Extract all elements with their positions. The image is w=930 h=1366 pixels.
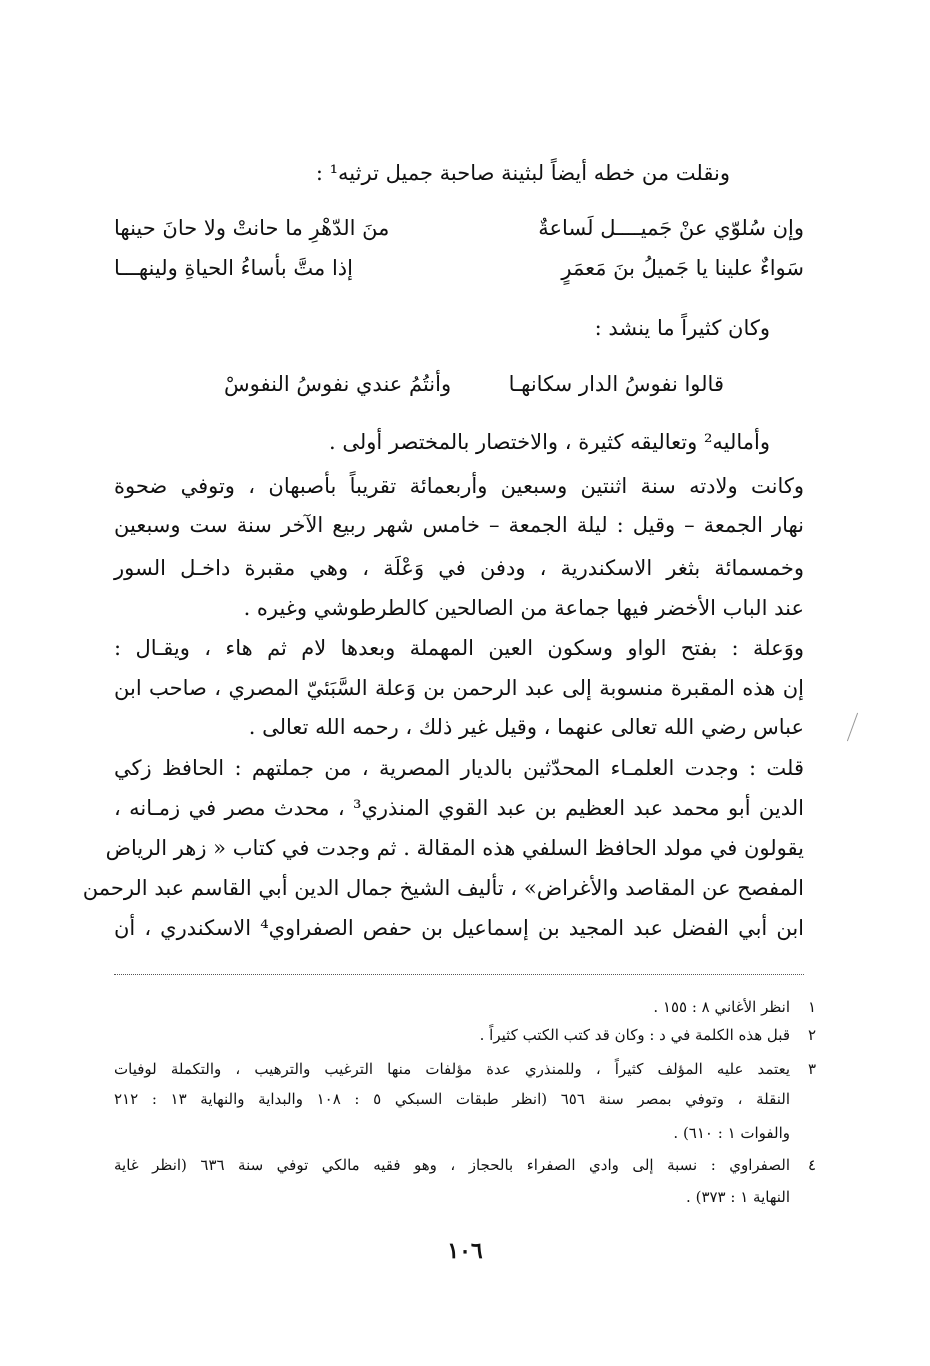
footnote-separator xyxy=(114,974,804,975)
body-line: ووَعلة : بفتح الواو وسكون العين المهملة وبعدها لام ثم هاء ، ويقـال : xyxy=(114,636,804,660)
body-line: يقولون في مولد الحافظ السلفي هذه المقالة . ثم وجدت في كتاب « زهر الرياض xyxy=(105,836,804,860)
body-line: الدين أبو محمد عبد العظيم بن عبد القوي المنذري³ ، محدث مصر في زمـانه ، xyxy=(114,796,804,820)
body-line: إن هذه المقبرة منسوبة إلى عبد الرحمن بن وَعلة السَّبَئيّ المصري ، صاحب ابن xyxy=(114,676,804,700)
footnote-number: ٤ xyxy=(807,1156,816,1174)
footnote-3-line-2: النقلة ، وتوفي بمصر سنة ٦٥٦ (انظر طبقات السبكي ٥ : ١٠٨ والبداية والنهاية ١٣ : ٢١٢ xyxy=(114,1090,790,1108)
intro-line: ونقلت من خطه أيضاً لبثينة صاحبة جميل ترثيه¹ : xyxy=(315,161,730,185)
footnote-2 xyxy=(114,1024,816,1046)
body-line: نهار الجمعة – وقيل : ليلة الجمعة – خامس شهر ربيع الآخر سنة ست وسبعين xyxy=(114,513,804,537)
body-line: قلت : وجدت العلمـاء المحدّثين بالديار المصرية ، من جملتهم : الحافظ زكي xyxy=(114,756,804,780)
footnote-text: قبل هذه الكلمة في د : وكان قد كتب الكتب كثيراً . xyxy=(479,1026,790,1044)
footnote-text: الصفراوي : نسبة إلى وادي الصفراء بالحجاز ، وهو فقيه مالكي توفي سنة ٦٣٦ (انظر غاية xyxy=(114,1156,790,1174)
body-line: وكانت ولادته سنة اثنتين وسبعين وأربعمائة تقريباً بأصبهان ، وتوفي ضحوة xyxy=(114,474,804,498)
verse-2-right-hemistich: سَواءٌ علينا يا جَميلُ بنَ مَعمَرٍ xyxy=(561,256,804,280)
footnote-number: ٣ xyxy=(807,1060,816,1078)
intro2-line: وكان كثيراً ما ينشد : xyxy=(594,316,770,340)
footnote-number: ٢ xyxy=(807,1026,816,1044)
footnote-text: انظر الأغاني ٨ : ١٥٥ . xyxy=(653,998,790,1016)
body-line: عند الباب الأخضر فيها جماعة من الصالحين كالطرطوشي وغيره . xyxy=(243,596,804,620)
verse-2-left-hemistich: إذا متَّ بأساءُ الحياةِ ولينهـــا xyxy=(114,256,353,280)
body-line: ابن أبي الفضل عبد المجيد بن إسماعيل بن حفص الصفراوي⁴ الاسكندري ، أن xyxy=(114,916,804,940)
verse-1-right-hemistich: وإن سُلوّي عنْ جَميــــل لَساعةٌ xyxy=(538,216,804,240)
body-line: المفصح عن المقاصد والأغراض» ، تأليف الشيخ جمال الدين أبي القاسم عبد الرحمن xyxy=(82,876,804,900)
footnote-number: ١ xyxy=(807,998,816,1016)
body-line: وأماليه² وتعاليقه كثيرة ، والاختصار بالمختصر أولى . xyxy=(329,430,770,454)
verse-3-right-hemistich: قالوا نفوسُ الدار سكانهـا xyxy=(508,372,724,396)
footnote-3-line-3: والفوات ١ : ٦١٠) . xyxy=(673,1124,790,1142)
footnote-text: يعتمد عليه المؤلف كثيراً ، وللمنذري عدة مؤلفات منها الترغيب والترهيب ، والتكملة لوفيات xyxy=(114,1060,790,1078)
verse-1-left-hemistich: منَ الدّهْرِ ما حانتْ ولا حانَ حينها xyxy=(114,216,390,240)
footnote-1 xyxy=(114,996,816,1018)
margin-pencil-mark xyxy=(847,713,858,742)
page-number: ١٠٦ xyxy=(447,1238,483,1264)
footnote-4 xyxy=(114,1154,816,1176)
body-line: عباس رضي الله تعالى عنهما ، وقيل غير ذلك ، رحمه الله تعالى . xyxy=(248,715,804,739)
body-line: وخمسمائة بثغر الاسكندرية ، ودفن في وَعْلَة ، وهي مقبرة داخـل السور xyxy=(114,556,804,580)
footnote-3 xyxy=(114,1058,816,1080)
footnote-4-line-2: النهاية ١ : ٣٧٣) . xyxy=(686,1188,790,1206)
verse-3-left-hemistich: وأنتُمُ عندي نفوسُ النفوسْ xyxy=(224,372,452,396)
